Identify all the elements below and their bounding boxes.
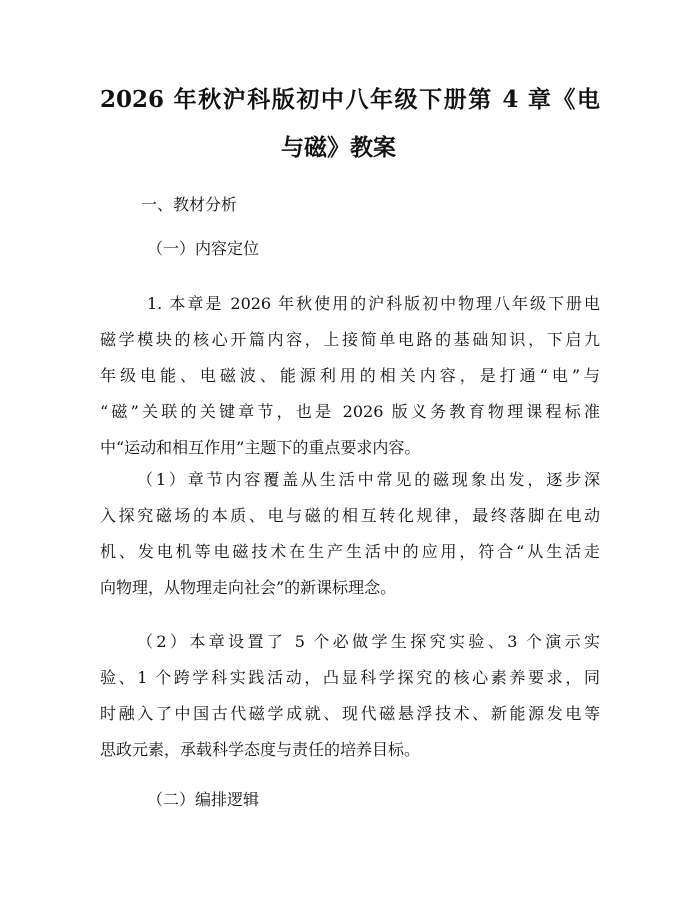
document-title-line-2: 与磁》教案 (281, 134, 396, 161)
section-heading-textbook-analysis: 一、教材分析 (141, 195, 238, 214)
paragraph-line: （1）章节内容覆盖从生活中常见的磁现象出发，逐步深 (137, 470, 600, 489)
paragraph-line: 入探究磁场的本质、电与磁的相互转化规律，最终落脚在电动 (100, 506, 600, 525)
paragraph-line: （2）本章设置了 5 个必做学生探究实验、3 个演示实 (137, 632, 600, 651)
paragraph-line: 磁学模块的核心开篇内容，上接简单电路的基础知识，下启九 (100, 330, 600, 349)
subsection-heading-arrangement-logic: （二）编排逻辑 (147, 790, 260, 809)
document-title-line-1: 2026 年秋沪科版初中八年级下册第 4 章《电 (100, 86, 600, 113)
paragraph-line: 思政元素，承载科学态度与责任的培养目标。 (100, 740, 421, 759)
paragraph-line: 时融入了中国古代磁学成就、现代磁悬浮技术、新能源发电等 (100, 704, 600, 723)
paragraph-line: 向物理，从物理走向社会”的新课标理念。 (100, 578, 397, 597)
paragraph-content-coverage (100, 462, 600, 606)
subsection-heading-content-positioning: （一）内容定位 (147, 239, 260, 258)
paragraph-line: 中“运动和相互作用”主题下的重点要求内容。 (100, 438, 421, 457)
paragraph-line: 年级电能、电磁波、能源利用的相关内容，是打通“电”与 (100, 366, 600, 385)
paragraph-line: 1. 本章是 2026 年秋使用的沪科版初中物理八年级下册电 (147, 294, 600, 313)
paragraph-line: 验、1 个跨学科实践活动，凸显科学探究的核心素养要求，同 (100, 668, 600, 687)
paragraph-chapter-overview (100, 286, 600, 466)
paragraph-line: “磁”关联的关键章节，也是 2026 版义务教育物理课程标准 (100, 402, 600, 421)
paragraph-experiments (100, 624, 600, 768)
paragraph-line: 机、发电机等电磁技术在生产生活中的应用，符合“从生活走 (100, 542, 600, 561)
